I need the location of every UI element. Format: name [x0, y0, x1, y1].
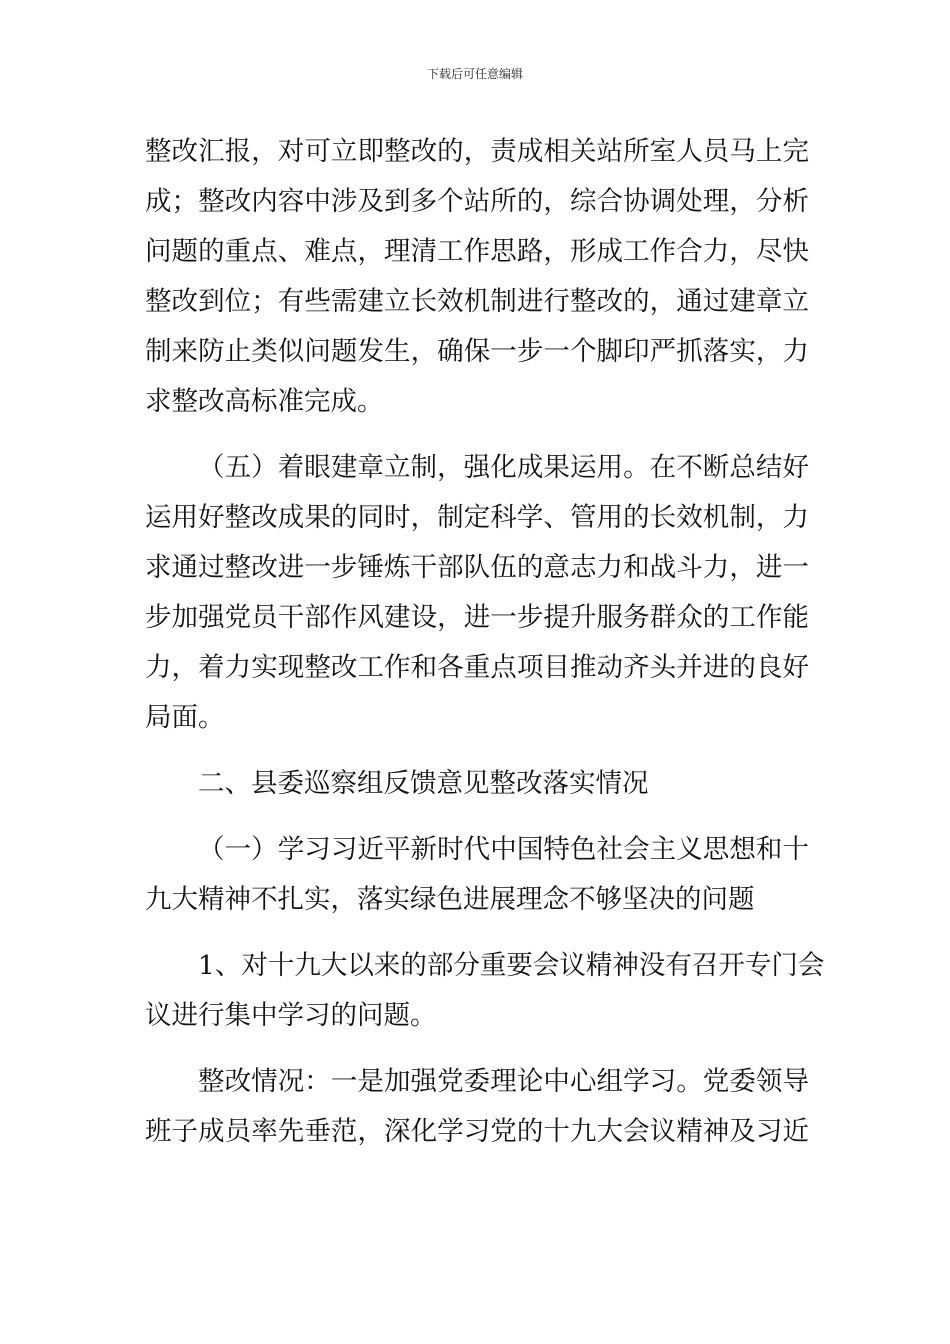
text-line: 二、县委巡察组反馈意见整改落实情况	[198, 768, 649, 799]
page-header: 下载后可任意编辑	[426, 67, 523, 81]
text-line: 九大精神不扎实，落实绿色进展理念不够坚决的问题	[145, 884, 755, 915]
text-line: 求整改高标准完成。	[145, 386, 384, 417]
document-body	[145, 127, 825, 1157]
text-line: 整改情况：一是加强党委理论中心组学习。党委领导	[198, 1066, 809, 1097]
paragraph-rectification-status	[145, 1057, 809, 1157]
text-line: 班子成员率先垂范，深化学习党的十九大会议精神及习近	[145, 1116, 809, 1147]
text-line: 1、对十九大以来的部分重要会议精神没有召开专门会	[198, 950, 825, 981]
text-line: 运用好整改成果的同时，制定科学、管用的长效机制，力	[145, 502, 809, 533]
item-heading-one	[145, 941, 825, 1041]
text-line: 局面。	[145, 702, 225, 733]
text-line: 整改汇报，对可立即整改的，责成相关站所室人员马上完	[145, 136, 809, 167]
paragraph-rectification-report	[145, 127, 809, 427]
paragraph-section-five	[145, 443, 809, 743]
subsection-heading-one	[145, 825, 809, 925]
text-line: （一）学习习近平新时代中国特色社会主义思想和十	[198, 834, 809, 865]
text-line: （五）着眼建章立制，强化成果运用。在不断总结好	[198, 452, 809, 483]
section-heading-two	[145, 759, 809, 809]
text-line: 求通过整改进一步锤炼干部队伍的意志力和战斗力，进一	[145, 552, 809, 583]
text-line: 力，着力实现整改工作和各重点项目推动齐头并进的良好	[145, 652, 809, 683]
text-line: 制来防止类似问题发生，确保一步一个脚印严抓落实，力	[145, 336, 809, 367]
text-line: 步加强党员干部作风建设，进一步提升服务群众的工作能	[145, 602, 809, 633]
text-line: 议进行集中学习的问题。	[145, 1000, 437, 1031]
text-line: 问题的重点、难点，理清工作思路，形成工作合力，尽快	[145, 236, 809, 267]
text-line: 整改到位；有些需建立长效机制进行整改的，通过建章立	[145, 286, 809, 317]
text-line: 成；整改内容中涉及到多个站所的，综合协调处理，分析	[145, 186, 809, 217]
